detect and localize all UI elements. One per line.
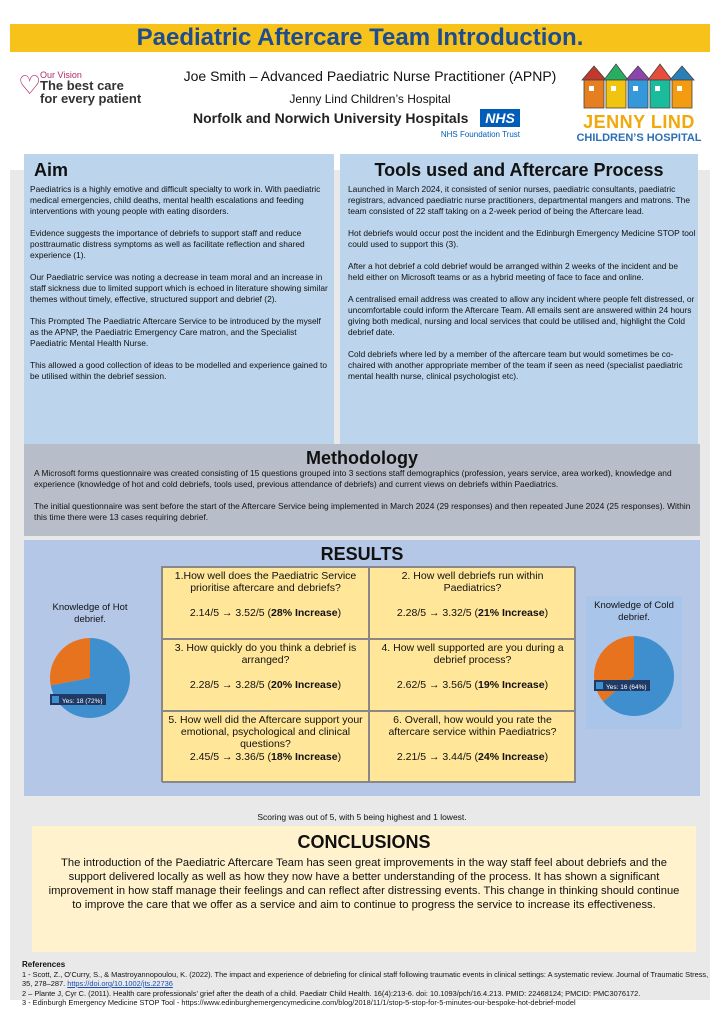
value-suffix: ) [544, 679, 549, 691]
value-increase: 19% Increase [478, 679, 545, 691]
hot-debrief-label: Knowledge of Hot debrief. [52, 602, 128, 625]
trust-name: NHS Foundation Trust [440, 130, 520, 139]
aim-para: Paediatrics is a highly emotive and difficult specialty to work in. With paediatric medical emergencies, child deaths, mental health escalations and feeding interventions with young people with eating disorders. [30, 184, 321, 216]
aim-para: This allowed a good collection of ideas to be modelled and experience gained to be utilised within the debrief session. [30, 360, 328, 381]
vision-line1: The best care [40, 78, 124, 93]
result-cell [162, 711, 369, 783]
result-cell [369, 567, 576, 639]
hospital-name: Jenny Lind Children’s Hospital [289, 92, 451, 106]
references-heading: References [22, 960, 66, 969]
result-value [374, 751, 571, 763]
methodology-text [34, 468, 694, 534]
reference-2: 2 – Plante J, Cyr C. (2011). Health care professionals' grief after the death of a child. Paediatr Child Health. 16(4):213-6. doi: 10.1093/pch/16.4.213. PMID: 22468124; PMCID: PMC3076172. [22, 988, 641, 998]
value-increase: 24% Increase [478, 751, 545, 763]
nhs-logo: NHS [480, 109, 520, 127]
tools-heading: Tools used and Aftercare Process [374, 160, 664, 180]
houses-icon [580, 60, 698, 110]
value-suffix: ) [337, 607, 342, 619]
result-value [374, 607, 571, 619]
value-increase: 21% Increase [478, 607, 545, 619]
value-suffix: ) [337, 751, 342, 763]
methodology-panel [24, 444, 700, 536]
value-prefix: 2.45/5 → 3.36/5 ( [189, 751, 272, 763]
methodology-para: The initial questionnaire was sent before the start of the Aftercare Service being implemented in March 2024 (29 responses) and then repeated June 2024 (25 responses). Within this time there were 13 cases requiring debrief. [34, 501, 691, 522]
value-increase: 20% Increase [271, 679, 338, 691]
tools-para: Launched in March 2024, it consisted of senior nurses, paediatric consultants, paediatric registrars, advanced paediatric nurse practitioners, departmental mangers and matrons. The team consisted of 22 staff taking on a 2-week period of being the Aftercare lead. [348, 184, 691, 216]
poster-title: Paediatric Aftercare Team Introduction. [10, 24, 710, 52]
conclusions-text: The introduction of the Paediatric Aftercare Team has seen great improvements in the way staff feel about debriefs and the support delivered locally as well as how they now have a better understanding of the process. It has shown a significant improvement in how staff manage their feelings and can reflect after distressing events. This change in thinking should continue to improve the care that we offer as a service and aim to continue to progress the service to increase its effectiveness. [48, 857, 680, 911]
result-question: 5. How well did the Aftercare support your emotional, psychological and clinical questions? [168, 714, 363, 750]
conclusions-panel [32, 826, 696, 952]
results-heading: RESULTS [320, 544, 404, 564]
reference-1-link[interactable]: https://doi.org/10.1002/jts.22736 [67, 979, 173, 988]
result-question: 1.How well does the Paediatric Service prioritise aftercare and debriefs? [174, 570, 357, 594]
result-question: 2. How well debriefs run within Paediatrics? [401, 570, 544, 594]
jenny-lind-line1: JENNY LIND [583, 112, 695, 132]
result-value [167, 751, 364, 763]
cold-debrief-label: Knowledge of Cold debrief. [594, 600, 674, 623]
result-value [167, 607, 364, 619]
jenny-lind-line2: CHILDREN’S HOSPITAL [576, 132, 702, 144]
vision-tag: Our Vision [40, 70, 82, 80]
aim-heading: Aim [34, 160, 69, 180]
vision-line2: for every patient [40, 91, 142, 106]
reference-1 [22, 970, 712, 989]
references [22, 960, 712, 1008]
aim-text [30, 184, 330, 393]
tools-para: Cold debriefs where led by a member of the aftercare team but would sometimes be co-chaired with another appropriate member of the team if seen as need (specialist paediatric mental health nurse, clinical psychologist etc). [348, 349, 683, 381]
hot-pie [42, 630, 138, 726]
tools-panel [340, 154, 698, 448]
aim-panel [24, 154, 334, 448]
value-increase: 18% Increase [271, 751, 338, 763]
nnuh-name: Norfolk and Norwich University Hospitals [193, 110, 469, 126]
hot-legend-text: Yes: 18 (72%) [62, 698, 103, 705]
cold-pie [586, 628, 682, 724]
aim-para: Evidence suggests the importance of debriefs to support staff and reduce posttraumatic distress symptoms as well as facilitate reflection and shared experience (1). [30, 228, 305, 260]
result-value [167, 679, 364, 691]
cold-legend-text: Yes: 16 (64%) [606, 684, 647, 691]
result-question: 4. How well supported are you during a debrief process? [381, 642, 564, 666]
tools-text [348, 184, 696, 393]
value-prefix: 2.28/5 → 3.28/5 ( [189, 679, 272, 691]
reference-1-text: 1 - Scott, Z., O'Curry, S., & Mastroyannopoulou, K. (2022). The impact and experience of debriefing for clinical staff following traumatic events in clinical settings: A systematic review. Journal of Traumatic Stress, 35, 278–287. [22, 969, 709, 988]
results-panel [24, 540, 700, 822]
author: Joe Smith – Advanced Paediatric Nurse Practitioner (APNP) [183, 68, 557, 84]
pie-slice-no [50, 638, 90, 685]
aim-para: This Prompted The Paediatric Aftercare Service to be introduced by the myself as the APNP, the Paediatric Emergency Care matron, and the Specialist Paediatric Mental Health Nurse. [30, 316, 321, 348]
result-question: 3. How quickly do you think a debrief is arranged? [174, 642, 357, 666]
methodology-heading: Methodology [306, 448, 418, 468]
poster [10, 24, 710, 1007]
value-suffix: ) [544, 751, 549, 763]
conclusions-heading: CONCLUSIONS [297, 832, 431, 852]
tools-para: A centralised email address was created to allow any incident where people felt distressed, or uncomfortable could inform the Aftercare Team. All emails sent are answered within 24 hours giving both medical, nursing and local services that could be utilised and, highlight the Cold debrief date. [348, 294, 695, 337]
jenny-lind-logo [576, 60, 702, 164]
value-prefix: 2.21/5 → 3.44/5 ( [396, 751, 479, 763]
results-grid [161, 566, 575, 782]
reference-3: 3 - Edinburgh Emergency Medicine STOP Tool - https://www.edinburghemergencymedicine.com/blog/2018/11/1/stop-5-stop-for-5-minutes-our-bespoke-hot-debrief-model [22, 998, 576, 1007]
result-value [374, 679, 571, 691]
pie-legend-swatch [52, 696, 59, 703]
result-cell [369, 711, 576, 783]
tools-para: Hot debriefs would occur post the incident and the Edinburgh Emergency Medicine STOP tool could used to support this (3). [348, 228, 696, 249]
value-suffix: ) [337, 679, 342, 691]
result-cell [369, 639, 576, 711]
result-cell [162, 567, 369, 639]
cold-debrief-chart [586, 596, 682, 729]
aim-para: Our Paediatric service was noting a decrease in team moral and an increase in staff sickness due to limited support which is echoed in literature showing similar themes without timely, effective, structured support and debrief (2). [30, 272, 328, 304]
value-prefix: 2.14/5 → 3.52/5 ( [189, 607, 272, 619]
tools-para: After a hot debrief a cold debrief would be arranged within 2 weeks of the incident and be held either on Microsoft teams or as a hybrid meeting of face to face and online. [348, 261, 679, 282]
value-increase: 28% Increase [271, 607, 338, 619]
value-prefix: 2.62/5 → 3.56/5 ( [396, 679, 479, 691]
heart-icon: ♡ [18, 70, 42, 100]
pie-legend-swatch [596, 682, 603, 689]
value-suffix: ) [544, 607, 549, 619]
value-prefix: 2.28/5 → 3.32/5 ( [396, 607, 479, 619]
methodology-para: A Microsoft forms questionnaire was created consisting of 15 questions grouped into 3 sections staff demographics (profession, years service, area worked), knowledge and experience (knowledge of hot and cold debriefs, tools used, previous attendance of debriefs) and current views on debriefs within Paediatrics. [34, 468, 672, 489]
result-question: 6. Overall, how would you rate the aftercare service within Paediatrics? [388, 714, 557, 738]
scoring-note: Scoring was out of 5, with 5 being highest and 1 lowest. [257, 812, 467, 822]
hot-debrief-chart [42, 602, 138, 731]
header [10, 52, 710, 170]
result-cell [162, 639, 369, 711]
